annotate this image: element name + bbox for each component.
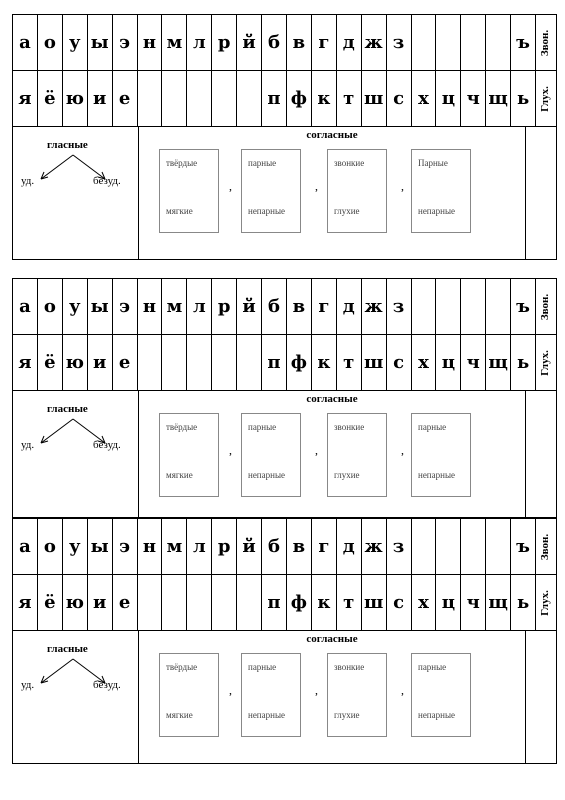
letter-cell[interactable]: о [38,519,63,574]
letter-cell[interactable] [212,575,237,630]
letter-cell[interactable]: л [187,519,212,574]
separator-comma: , [315,179,318,193]
box-bottom-label: непарные [418,206,455,216]
letter-cell[interactable]: н [138,519,163,574]
letter-cell[interactable] [461,15,486,70]
vowels-area [13,391,139,517]
letter-cell[interactable] [187,335,212,390]
letter-cell[interactable]: х [412,71,437,126]
letter-cell[interactable]: ф [287,575,312,630]
letter-cell[interactable]: з [387,519,412,574]
voiceless-side-label [534,575,556,631]
letter-cell[interactable]: а [13,15,38,70]
box-bottom-label: мягкие [166,470,193,480]
letter-cell[interactable]: л [187,279,212,334]
letter-cell[interactable]: ь [511,335,536,390]
letter-cell[interactable] [187,71,212,126]
letter-cell[interactable]: ц [436,71,461,126]
classification-box[interactable] [159,653,219,737]
letter-cell[interactable]: ш [362,575,387,630]
box-top-label: твёрдые [166,158,198,168]
letter-cell[interactable]: ж [362,15,387,70]
vowels-title: гласные [47,139,88,151]
voiced-side-label [534,279,556,335]
classification-section [13,631,558,763]
letter-cell[interactable]: к [312,575,337,630]
stressed-label: уд. [21,679,35,691]
letter-cell[interactable]: щ [486,71,511,126]
box-bottom-label: мягкие [166,710,193,720]
letter-cell[interactable]: м [162,519,187,574]
letter-cell[interactable]: ж [362,519,387,574]
letter-cell[interactable]: а [13,519,38,574]
unstressed-label: безуд. [93,679,121,691]
alphabet-card [12,278,557,518]
letter-cell[interactable]: в [287,15,312,70]
letter-cell[interactable] [212,71,237,126]
letter-cell[interactable]: й [237,15,262,70]
letter-cell[interactable] [486,15,511,70]
letter-cell[interactable] [162,71,187,126]
box-bottom-label: глухие [334,470,360,480]
voiced-letters-row [13,279,536,335]
letter-cell[interactable]: б [262,519,287,574]
letter-cell[interactable]: х [412,575,437,630]
classification-box[interactable] [411,653,471,737]
letter-cell[interactable] [436,15,461,70]
box-top-label: твёрдые [166,422,198,432]
letter-cell[interactable] [436,279,461,334]
box-bottom-label: непарные [418,470,455,480]
letter-cell[interactable]: э [113,519,138,574]
letter-cell[interactable]: м [162,279,187,334]
letter-cell[interactable] [138,335,163,390]
letter-cell[interactable]: о [38,15,63,70]
letter-cell[interactable]: щ [486,575,511,630]
letter-cell[interactable]: ъ [511,519,536,574]
voiceless-side-label-text: Глух. [539,85,551,112]
letter-cell[interactable]: г [312,15,337,70]
letter-cell[interactable]: д [337,15,362,70]
letter-cell[interactable] [138,575,163,630]
letter-cell[interactable]: т [337,575,362,630]
letter-cell[interactable]: т [337,71,362,126]
letter-cell[interactable] [486,279,511,334]
letter-cell[interactable]: я [13,71,38,126]
consonants-area [139,391,526,517]
letter-cell[interactable]: э [113,15,138,70]
voiceless-letters-row [13,575,536,631]
letter-cell[interactable]: б [262,279,287,334]
letter-cell[interactable]: с [387,335,412,390]
letter-cell[interactable]: е [113,575,138,630]
letter-cell[interactable]: о [38,279,63,334]
letter-cell[interactable]: х [412,335,437,390]
voiceless-side-label [534,71,556,127]
classification-section [13,391,558,517]
classification-box[interactable] [241,413,301,497]
letter-cell[interactable]: п [262,575,287,630]
letter-cell[interactable]: с [387,71,412,126]
box-bottom-label: непарные [248,710,285,720]
letter-cell[interactable]: ч [461,335,486,390]
letter-cell[interactable]: р [212,15,237,70]
letter-cell[interactable] [187,575,212,630]
separator-comma: , [401,443,404,457]
classification-box[interactable] [241,653,301,737]
letter-cell[interactable]: ю [63,335,88,390]
letter-cell[interactable]: с [387,575,412,630]
letter-cell[interactable] [138,71,163,126]
letter-cell[interactable] [436,519,461,574]
voiceless-letters-row [13,71,536,127]
voiced-side-label-text: Звон. [539,29,552,56]
voiceless-letters-row [13,335,536,391]
separator-comma: , [229,443,232,457]
vowels-title: гласные [47,643,88,655]
voiced-side-label-text: Звон. [539,533,552,560]
letter-cell[interactable]: и [88,335,113,390]
letter-cell[interactable] [237,335,262,390]
letter-cell[interactable] [162,335,187,390]
letter-cell[interactable] [237,71,262,126]
letter-cell[interactable]: ф [287,335,312,390]
voiceless-side-label [534,335,556,391]
letter-cell[interactable]: а [13,279,38,334]
box-top-label: парные [248,158,277,168]
letter-cell[interactable] [162,575,187,630]
letter-cell[interactable] [212,335,237,390]
separator-comma: , [315,683,318,697]
unstressed-label: безуд. [93,439,121,451]
voiced-letters-row [13,15,536,71]
box-top-label: звонкие [334,158,365,168]
box-top-label: парные [418,662,447,672]
letter-cell[interactable]: к [312,71,337,126]
letter-cell[interactable]: ё [38,575,63,630]
classification-box[interactable] [241,149,301,233]
letter-cell[interactable]: и [88,575,113,630]
box-bottom-label: глухие [334,206,360,216]
box-top-label: звонкие [334,662,365,672]
letter-cell[interactable]: п [262,71,287,126]
letter-cell[interactable]: в [287,519,312,574]
letter-cell[interactable]: и [88,71,113,126]
box-top-label: Парные [418,158,448,168]
classification-box[interactable] [327,149,387,233]
letter-cell[interactable]: ё [38,71,63,126]
letter-cell[interactable]: в [287,279,312,334]
separator-comma: , [229,179,232,193]
classification-box[interactable] [327,653,387,737]
letter-cell[interactable]: п [262,335,287,390]
letter-cell[interactable]: е [113,71,138,126]
letter-cell[interactable]: ь [511,575,536,630]
letter-cell[interactable]: д [337,519,362,574]
vowels-area [13,127,139,259]
letter-cell[interactable]: ы [88,279,113,334]
letter-cell[interactable] [412,519,437,574]
classification-box[interactable] [411,413,471,497]
letter-cell[interactable]: з [387,279,412,334]
letter-cell[interactable]: н [138,15,163,70]
separator-comma: , [229,683,232,697]
letter-cell[interactable]: ж [362,279,387,334]
letter-cell[interactable]: у [63,279,88,334]
letter-cell[interactable]: й [237,279,262,334]
consonants-title: согласные [306,129,358,141]
voiceless-side-label-text: Глух. [539,349,551,376]
box-bottom-label: непарные [248,470,285,480]
letter-cell[interactable]: г [312,279,337,334]
box-bottom-label: глухие [334,710,360,720]
letter-cell[interactable]: ъ [511,279,536,334]
letter-cell[interactable]: я [13,335,38,390]
voiced-side-label [534,519,556,575]
letter-cell[interactable]: я [13,575,38,630]
letter-cell[interactable]: ы [88,15,113,70]
classification-box[interactable] [411,149,471,233]
alphabet-card [12,14,557,260]
consonants-area [139,127,526,259]
letter-cell[interactable]: й [237,519,262,574]
voiced-side-label-text: Звон. [539,293,552,320]
letter-cell[interactable] [412,15,437,70]
vowels-title: гласные [47,403,88,415]
letter-cell[interactable]: э [113,279,138,334]
classification-box[interactable] [159,413,219,497]
letter-cell[interactable] [412,279,437,334]
letter-cell[interactable]: н [138,279,163,334]
letter-cell[interactable]: г [312,519,337,574]
letter-cell[interactable]: ц [436,335,461,390]
letter-cell[interactable]: ю [63,71,88,126]
box-top-label: парные [418,422,447,432]
box-top-label: парные [248,422,277,432]
letter-cell[interactable]: ы [88,519,113,574]
box-bottom-label: мягкие [166,206,193,216]
letter-cell[interactable]: е [113,335,138,390]
classification-box[interactable] [327,413,387,497]
classification-section [13,127,558,259]
letter-cell[interactable]: л [187,15,212,70]
letter-cell[interactable]: т [337,335,362,390]
letter-cell[interactable]: ь [511,71,536,126]
separator-comma: , [401,179,404,193]
stressed-label: уд. [21,439,35,451]
alphabet-card [12,518,557,764]
letter-cell[interactable]: к [312,335,337,390]
box-bottom-label: непарные [418,710,455,720]
classification-box[interactable] [159,149,219,233]
letter-cell[interactable]: р [212,279,237,334]
letter-cell[interactable]: ш [362,71,387,126]
letter-cell[interactable]: ч [461,71,486,126]
consonants-title: согласные [306,393,358,405]
voiceless-side-label-text: Глух. [539,589,551,616]
box-top-label: парные [248,662,277,672]
stressed-label: уд. [21,175,35,187]
box-bottom-label: непарные [248,206,285,216]
voiced-letters-row [13,519,536,575]
letter-cell[interactable]: б [262,15,287,70]
letter-cell[interactable]: д [337,279,362,334]
separator-comma: , [315,443,318,457]
letter-cell[interactable] [237,575,262,630]
letter-cell[interactable]: ф [287,71,312,126]
letter-cell[interactable]: ё [38,335,63,390]
letter-cell[interactable]: у [63,15,88,70]
letter-cell[interactable]: ц [436,575,461,630]
separator-comma: , [401,683,404,697]
vowels-area [13,631,139,763]
letter-cell[interactable]: ч [461,575,486,630]
voiced-side-label [534,15,556,71]
letter-cell[interactable]: щ [486,335,511,390]
letter-cell[interactable]: з [387,15,412,70]
consonants-title: согласные [306,633,358,645]
letter-cell[interactable]: у [63,519,88,574]
letter-cell[interactable]: р [212,519,237,574]
letter-cell[interactable] [461,279,486,334]
unstressed-label: безуд. [93,175,121,187]
letter-cell[interactable]: ъ [511,15,536,70]
letter-cell[interactable]: м [162,15,187,70]
box-top-label: звонкие [334,422,365,432]
letter-cell[interactable] [461,519,486,574]
consonants-area [139,631,526,763]
letter-cell[interactable]: ю [63,575,88,630]
letter-cell[interactable]: ш [362,335,387,390]
box-top-label: твёрдые [166,662,198,672]
letter-cell[interactable] [486,519,511,574]
